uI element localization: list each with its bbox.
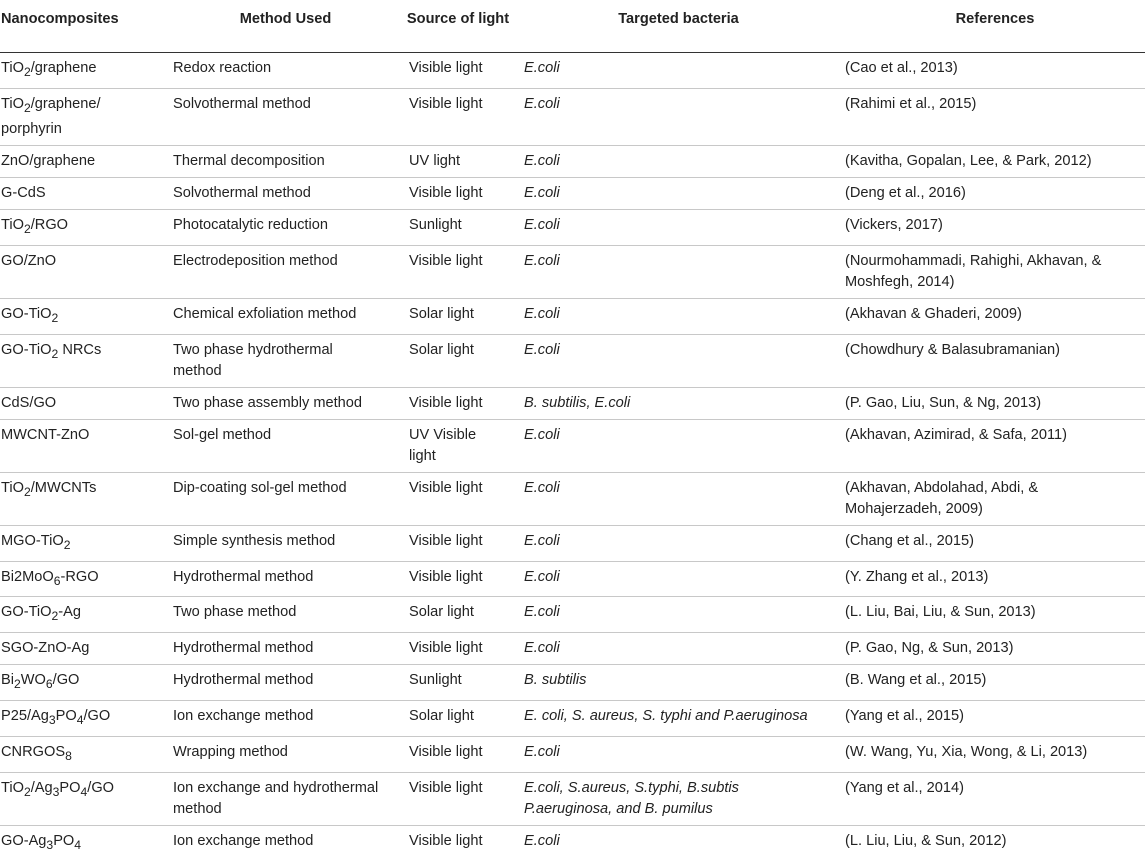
cell-method: Two phase method: [167, 597, 404, 633]
cell-targeted-bacteria: E.coli, S.aureus, S.typhi, B.subtis P.aeruginosa, and B. pumilus: [512, 773, 845, 826]
table-row: [0, 209, 1145, 245]
cell-reference: (P. Gao, Ng, & Sun, 2013): [845, 633, 1145, 665]
cell-method: Sol-gel method: [167, 419, 404, 472]
cell-method: Two phase assembly method: [167, 387, 404, 419]
cell-light-source: Visible light: [404, 561, 512, 597]
cell-targeted-bacteria: E.coli: [512, 334, 845, 387]
cell-method: Thermal decomposition: [167, 145, 404, 177]
cell-method: Electrodeposition method: [167, 245, 404, 298]
cell-nanocomposite: $GO-Ag_3PO_4$: [1, 833, 82, 852]
table-row: [0, 597, 1145, 633]
table-row: [0, 298, 1145, 334]
cell-light-source: Visible light: [404, 53, 512, 89]
table-row: [0, 419, 1145, 472]
cell-targeted-bacteria: E.coli: [512, 737, 845, 773]
header-nanocomposites: Nanocomposites: [0, 0, 167, 53]
cell-nanocomposite: GO-TiO$_2$-Ag: [0, 597, 167, 633]
cell-light-source: Visible light: [404, 88, 512, 145]
header-references: References: [845, 0, 1145, 53]
header-targeted-bacteria: Targeted bacteria: [512, 0, 845, 53]
cell-nanocomposite: Bi2MoO$_6$-RGO: [0, 561, 167, 597]
table-row: [0, 88, 1145, 145]
cell-reference: (Akhavan, Azimirad, & Safa, 2011): [845, 419, 1145, 472]
header-source-of-light: Source of light: [404, 0, 512, 53]
cell-light-source: Solar light: [404, 597, 512, 633]
cell-nanocomposite: MWCNT-ZnO: [0, 419, 167, 472]
cell-reference: (Chowdhury & Balasubramanian): [845, 334, 1145, 387]
cell-light-source: Visible light: [404, 525, 512, 561]
cell-method: Hydrothermal method: [167, 633, 404, 665]
cell-light-source: Solar light: [404, 334, 512, 387]
cell-method: Ion exchange method: [173, 833, 314, 850]
cell-method: Solvothermal method: [167, 177, 404, 209]
cell-method: Wrapping method: [167, 737, 404, 773]
cell-reference: (Nourmohammadi, Rahighi, Akhavan, & Moshfegh, 2014): [845, 245, 1145, 298]
cell-light-source: Visible light: [404, 472, 512, 525]
table-row: [0, 177, 1145, 209]
cell-nanocomposite: GO-TiO$_2$ NRCs: [0, 334, 167, 387]
cell-reference: (Y. Zhang et al., 2013): [845, 561, 1145, 597]
cell-light-source: Visible light: [404, 177, 512, 209]
cell-reference: (Kavitha, Gopalan, Lee, & Park, 2012): [845, 145, 1145, 177]
cell-targeted-bacteria: E.coli: [512, 525, 845, 561]
cell-targeted-bacteria: E.coli: [512, 245, 845, 298]
cell-nanocomposite: $CNRGOS_8$: [0, 737, 167, 773]
table-row: [0, 245, 1145, 298]
cell-targeted-bacteria: E.coli: [524, 833, 560, 850]
table-row: [0, 53, 1145, 89]
cell-nanocomposite: MGO-TiO$_2$: [0, 525, 167, 561]
cell-light-source: Visible light: [404, 773, 512, 826]
cell-reference: (L. Liu, Liu, & Sun, 2012): [845, 833, 1007, 850]
cell-light-source: Visible light: [404, 737, 512, 773]
cell-method: Dip-coating sol-gel method: [167, 472, 404, 525]
table-row: [0, 737, 1145, 773]
cell-light-source: Visible light: [404, 245, 512, 298]
cell-targeted-bacteria: E.coli: [512, 472, 845, 525]
cell-targeted-bacteria: B. subtilis: [512, 665, 845, 701]
table-row: [0, 701, 1145, 737]
cell-light-source: Visible light: [409, 833, 483, 850]
cell-targeted-bacteria: E.coli: [512, 633, 845, 665]
cell-light-source: Sunlight: [404, 665, 512, 701]
header-row: [0, 0, 1145, 53]
cell-nanocomposite: SGO-ZnO-Ag: [0, 633, 167, 665]
table-row: [0, 633, 1145, 665]
cell-nanocomposite: GO-TiO$_2$: [0, 298, 167, 334]
cell-reference: (P. Gao, Liu, Sun, & Ng, 2013): [845, 387, 1145, 419]
cell-targeted-bacteria: E.coli: [512, 145, 845, 177]
cell-reference: (Cao et al., 2013): [845, 53, 1145, 89]
cell-method: Hydrothermal method: [167, 665, 404, 701]
table-row: [0, 525, 1145, 561]
cell-targeted-bacteria: E.coli: [512, 53, 845, 89]
table-row: [0, 665, 1145, 701]
cell-light-source: Solar light: [404, 298, 512, 334]
cell-nanocomposite: TiO$_2$/MWCNTs: [0, 472, 167, 525]
cell-targeted-bacteria: E. coli, S. aureus, S. typhi and P.aeruginosa: [512, 701, 845, 737]
cell-nanocomposite: CdS/GO: [0, 387, 167, 419]
table-row: [0, 145, 1145, 177]
table-row: [0, 561, 1145, 597]
cell-reference: (Deng et al., 2016): [845, 177, 1145, 209]
table-row: [0, 334, 1145, 387]
header-method-used: Method Used: [167, 0, 404, 53]
cell-targeted-bacteria: E.coli: [512, 561, 845, 597]
cell-nanocomposite: ZnO/graphene: [0, 145, 167, 177]
cell-nanocomposite: $Bi_2WO_6/GO$: [0, 665, 167, 701]
cell-targeted-bacteria: E.coli: [512, 177, 845, 209]
cell-nanocomposite: TiO$_2$/graphene/ porphyrin: [0, 88, 167, 145]
table-row: [0, 826, 1145, 861]
cell-reference: (L. Liu, Bai, Liu, & Sun, 2013): [845, 597, 1145, 633]
cell-method: Ion exchange method: [167, 701, 404, 737]
cell-reference: (B. Wang et al., 2015): [845, 665, 1145, 701]
cell-reference: (Yang et al., 2015): [845, 701, 1145, 737]
table-row: [0, 387, 1145, 419]
cell-targeted-bacteria: E.coli: [512, 88, 845, 145]
cell-nanocomposite: $TiO_2/Ag_3PO_4/GO$: [0, 773, 167, 826]
cell-nanocomposite: $P25/Ag_3PO_4/GO$: [0, 701, 167, 737]
cell-method: Photocatalytic reduction: [167, 209, 404, 245]
cell-reference: (Rahimi et al., 2015): [845, 88, 1145, 145]
cell-nanocomposite: TiO$_2$/graphene: [0, 53, 167, 89]
cell-reference: (Vickers, 2017): [845, 209, 1145, 245]
cell-reference: (W. Wang, Yu, Xia, Wong, & Li, 2013): [845, 737, 1145, 773]
cell-reference: (Akhavan & Ghaderi, 2009): [845, 298, 1145, 334]
cell-light-source: UV light: [404, 145, 512, 177]
cell-targeted-bacteria: E.coli: [512, 209, 845, 245]
cell-method: Two phase hydrothermal method: [167, 334, 404, 387]
table-row: [0, 472, 1145, 525]
table-row: [0, 773, 1145, 826]
cell-reference: (Chang et al., 2015): [845, 525, 1145, 561]
cell-method: Chemical exfoliation method: [167, 298, 404, 334]
cell-targeted-bacteria: E.coli: [512, 419, 845, 472]
cell-light-source: Visible light: [404, 387, 512, 419]
cell-method: Hydrothermal method: [167, 561, 404, 597]
cell-targeted-bacteria: E.coli: [512, 597, 845, 633]
cell-light-source: Sunlight: [404, 209, 512, 245]
cell-nanocomposite: G-CdS: [0, 177, 167, 209]
cell-method: Simple synthesis method: [167, 525, 404, 561]
cell-light-source: Visible light: [404, 633, 512, 665]
cell-targeted-bacteria: B. subtilis, E.coli: [512, 387, 845, 419]
cell-light-source: Solar light: [404, 701, 512, 737]
cell-reference: (Akhavan, Abdolahad, Abdi, & Mohajerzadeh, 2009): [845, 472, 1145, 525]
cell-nanocomposite: TiO$_2$/RGO: [0, 209, 167, 245]
table-body: [0, 53, 1145, 861]
cell-light-source: UV Visible light: [404, 419, 512, 472]
cell-method: Redox reaction: [167, 53, 404, 89]
cell-method: Solvothermal method: [167, 88, 404, 145]
cell-nanocomposite: GO/ZnO: [0, 245, 167, 298]
cell-method: Ion exchange and hydrothermal method: [167, 773, 404, 826]
cell-reference: (Yang et al., 2014): [845, 773, 1145, 826]
cell-targeted-bacteria: E.coli: [512, 298, 845, 334]
